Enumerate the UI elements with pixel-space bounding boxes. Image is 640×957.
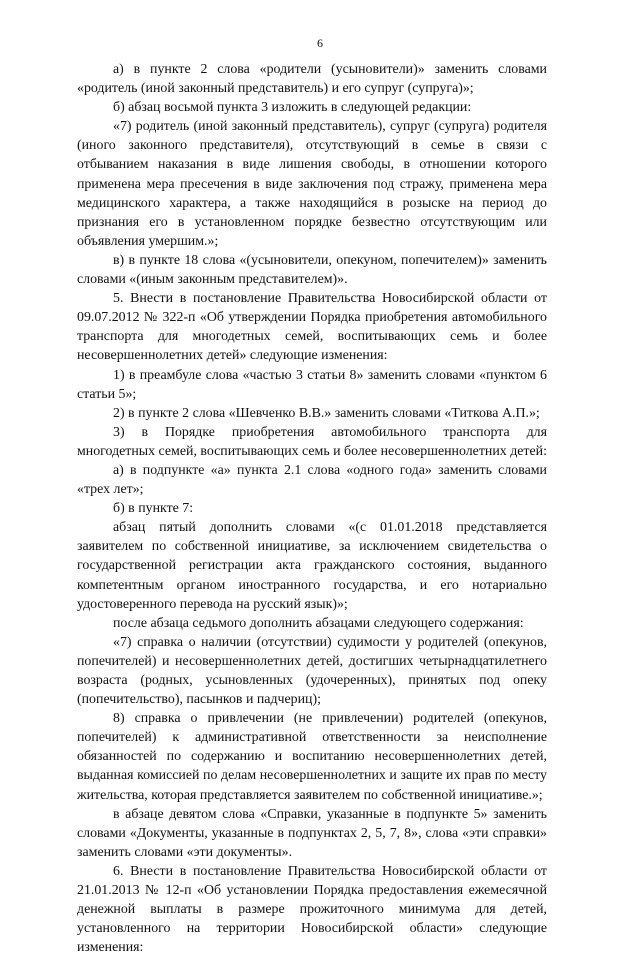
paragraph-quote-7-spravka: «7) справка о наличии (отсутствии) судимости у родителей (опекунов, попечителей) и несовершеннолетних детей, достигших четырнадцатилетнего возраста (родных, усыновленных (удочеренных), принятых под опеку (попечительство), пасынков и падчериц); [77, 634, 547, 708]
paragraph-5-2: 2) в пункте 2 слова «Шевченко В.В.» заменить словами «Титкова А.П.»; [113, 405, 540, 421]
paragraph-5-3: 3) в Порядке приобретения автомобильного транспорта для многодетных семей, воспитывающих семь и более несовершеннолетних детей: [77, 424, 547, 459]
paragraph-5-1: 1) в преамбуле слова «частью 3 статьи 8» заменить словами «пунктом 6 статьи 5»; [77, 367, 547, 402]
paragraph-after-abzac-7: после абзаца седьмого дополнить абзацами следующего содержания: [113, 615, 524, 631]
paragraph-abzac-5: абзац пятый дополнить словами «(с 01.01.2018 представляется заявителем по собственной инициативе, за исключением свидетельства о государственной регистрации акта гражданского состояния, выданного компетентным органом иностранного государства, и его нотариально удостоверенного перевода на русский язык)»; [77, 520, 547, 612]
paragraph-2a: а) в пункте 2 слова «родители (усыновители)» заменить словами «родитель (иной законный представитель) и его супруг (супруга)»; [77, 62, 547, 97]
paragraph-quote-8-spravka: 8) справка о привлечении (не привлечении) родителей (опекунов, попечителей) к административной ответственности за неисполнение обязанностей по содержанию и воспитанию несовершеннолетних детей, выданная комиссией по делам несовершеннолетних и защите их прав по месту жительства, которая представляется заявителем по собственной инициативе.»; [77, 711, 547, 803]
document-body [77, 60, 547, 957]
paragraph-quote-7: «7) родитель (иной законный представитель), супруг (супруга) родителя (иного законного представителя), отсутствующий в семье в связи с отбыванием наказания в виде лишения свободы, в отношении которого применена мера пресечения в виде заключения под стражу, применена мера медицинского характера, а также находящийся в розыске на период до признания его в установленном порядке безвестно отсутствующим или объявления умершим.»; [77, 119, 547, 249]
paragraph-abzac-9: в абзаце девятом слова «Справки, указанные в подпункте 5» заменить словами «Документы, указанные в подпунктах 2, 5, 7, 8», слова «эти справки» заменить словами «эти документы». [77, 806, 547, 860]
paragraph-item-6: 6. Внести в постановление Правительства Новосибирской области от 21.01.2013 № 12-п «Об установлении Порядка предоставления ежемесячной денежной выплаты в размере прожиточного минимума для детей, установленного на территории Новосибирской области» следующие изменения: [77, 863, 547, 956]
paragraph-item-5: 5. Внести в постановление Правительства Новосибирской области от 09.07.2012 № 322-п «Об утверждении Порядка приобретения автомобильного транспорта для многодетных семей, воспитывающих семь и более несовершеннолетних детей» следующие изменения: [77, 291, 547, 364]
page-number: 6 [317, 36, 323, 50]
paragraph-2c: в) в пункте 18 слова «(усыновители, опекуном, попечителем)» заменить словами «(иным законным представителем)». [77, 252, 547, 288]
paragraph-5-3a: а) в подпункте «а» пункта 2.1 слова «одного года» заменить словами «трех лет»; [77, 462, 547, 498]
paragraph-2b: б) абзац восьмой пункта 3 изложить в следующей редакции: [113, 100, 472, 116]
paragraph-5-3b: б) в пункте 7: [113, 501, 194, 517]
